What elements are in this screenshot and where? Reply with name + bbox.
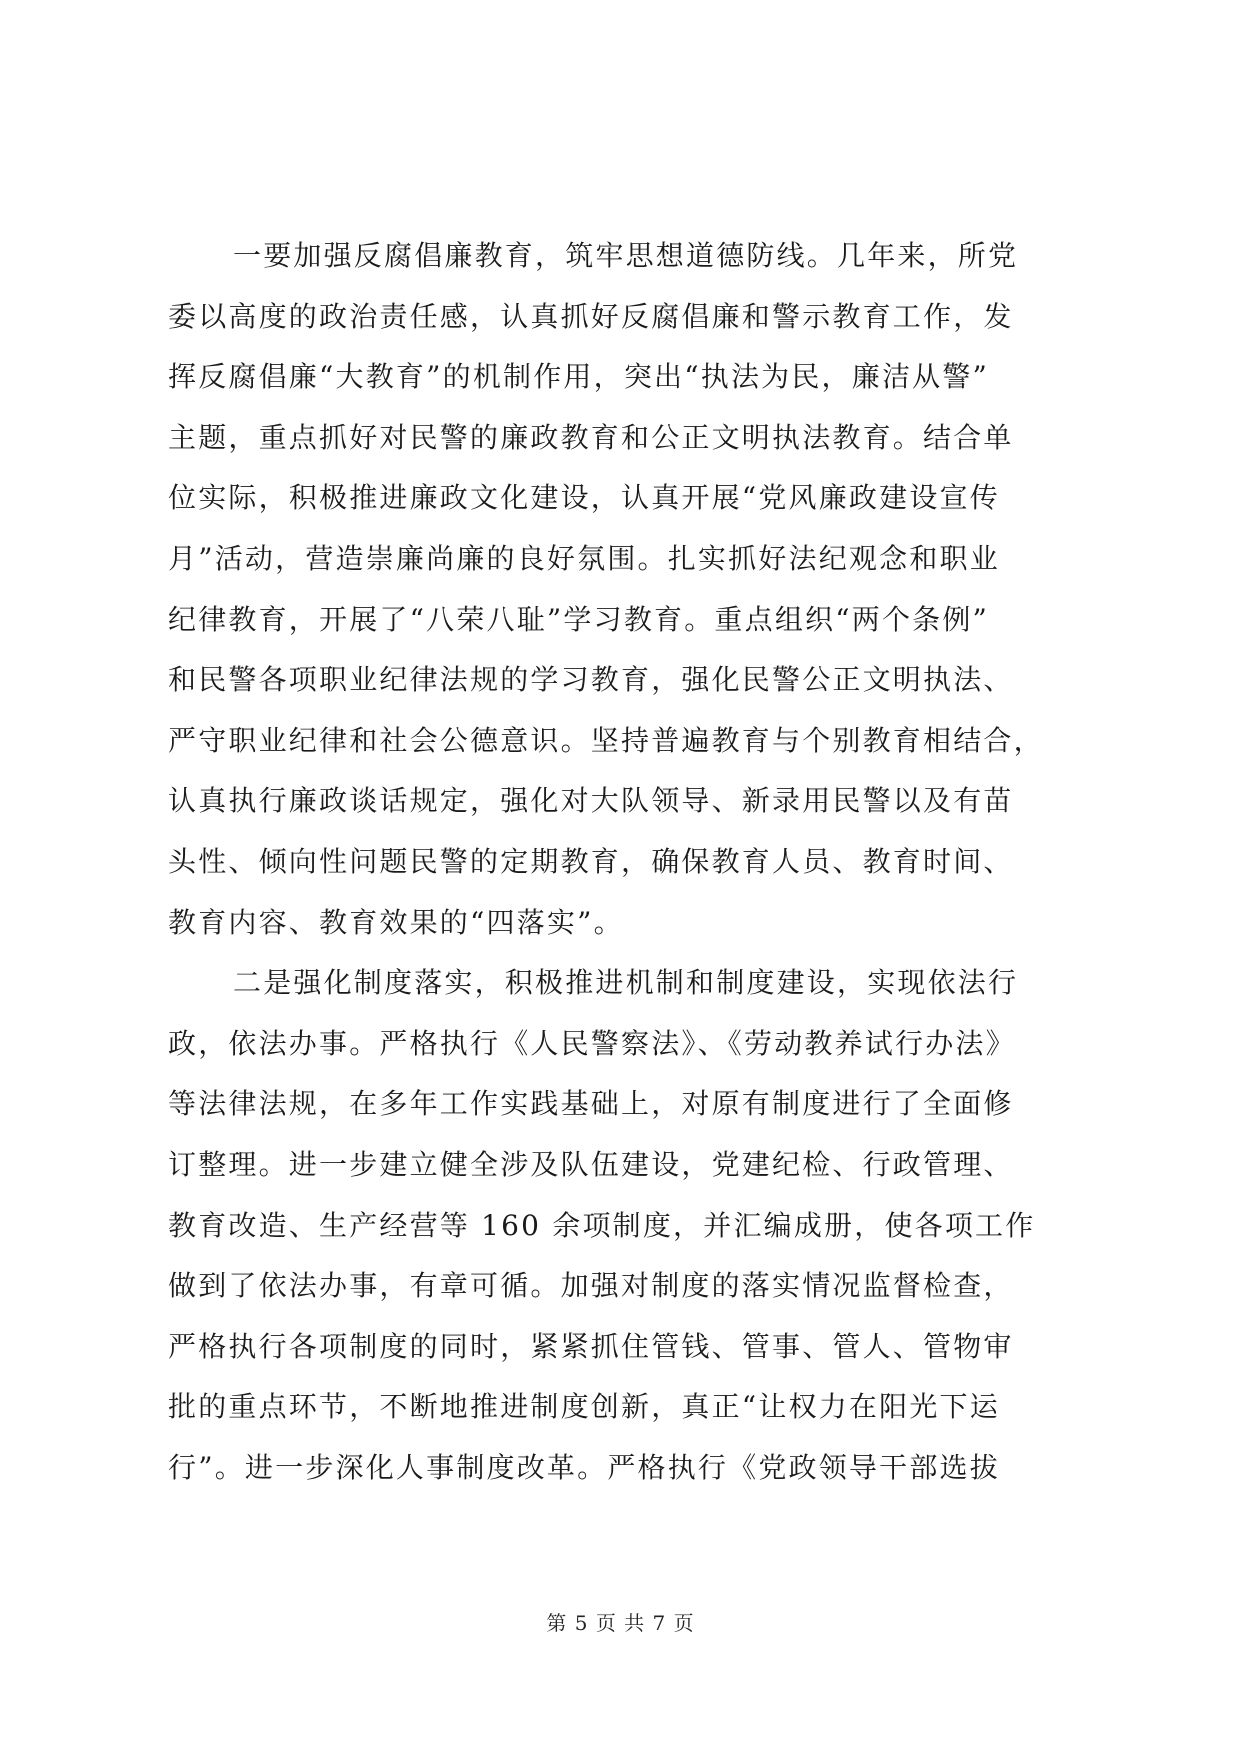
paragraph-1-line: 严守职业纪律和社会公德意识。坚持普遍教育与个别教育相结合， xyxy=(168,723,1044,757)
paragraph-1-line: 挥反腐倡廉“大教育”的机制作用，突出“执法为民，廉洁从警” xyxy=(168,360,990,394)
paragraph-2-line: 教育改造、生产经营等 160 余项制度，并汇编成册，使各项工作 xyxy=(168,1208,1036,1242)
paragraph-1-line: 认真执行廉政谈话规定，强化对大队领导、新录用民警以及有苗 xyxy=(168,784,1014,818)
paragraph-1-line: 和民警各项职业纪律法规的学习教育，强化民警公正文明执法、 xyxy=(168,663,1014,697)
paragraph-1-line: 位实际，积极推进廉政文化建设，认真开展“党风廉政建设宣传 xyxy=(168,481,1000,515)
paragraph-1-line: 月”活动，营造崇廉尚廉的良好氛围。扎实抓好法纪观念和职业 xyxy=(168,541,1000,575)
paragraph-1-line: 主题，重点抓好对民警的廉政教育和公正文明执法教育。结合单 xyxy=(168,420,1014,454)
paragraph-2-line: 严格执行各项制度的同时，紧紧抓住管钱、管事、管人、管物审 xyxy=(168,1329,1014,1363)
page-number-footer: 第 5 页 共 7 页 xyxy=(546,1611,695,1635)
paragraph-1-line: 教育内容、教育效果的“四落实”。 xyxy=(168,905,624,939)
body-text xyxy=(168,226,1092,1498)
paragraph-2-line: 政，依法办事。严格执行《人民警察法》、《劳动教养试行办法》 xyxy=(168,1026,1016,1060)
paragraph-1-line: 头性、倾向性问题民警的定期教育，确保教育人员、教育时间、 xyxy=(168,844,1014,878)
paragraph-2-line: 等法律法规，在多年工作实践基础上，对原有制度进行了全面修 xyxy=(168,1087,1014,1121)
paragraph-1-line: 纪律教育，开展了“八荣八耻”学习教育。重点组织“两个条例” xyxy=(168,602,990,636)
paragraph-1-line: 委以高度的政治责任感，认真抓好反腐倡廉和警示教育工作，发 xyxy=(168,299,1014,333)
paragraph-2-line: 二是强化制度落实，积极推进机制和制度建设，实现依法行 xyxy=(233,966,1019,1000)
paragraph-2-line: 批的重点环节，不断地推进制度创新，真正“让权力在阳光下运 xyxy=(168,1390,1000,1424)
paragraph-1-line: 一要加强反腐倡廉教育，筑牢思想道德防线。几年来，所党 xyxy=(233,239,1019,272)
paragraph-2-line: 行”。进一步深化人事制度改革。严格执行《党政领导干部选拔 xyxy=(168,1450,1000,1484)
paragraph-2-line: 订整理。进一步建立健全涉及队伍建设，党建纪检、行政管理、 xyxy=(168,1147,1014,1181)
paragraph-2-line: 做到了依法办事，有章可循。加强对制度的落实情况监督检查， xyxy=(168,1269,1014,1303)
